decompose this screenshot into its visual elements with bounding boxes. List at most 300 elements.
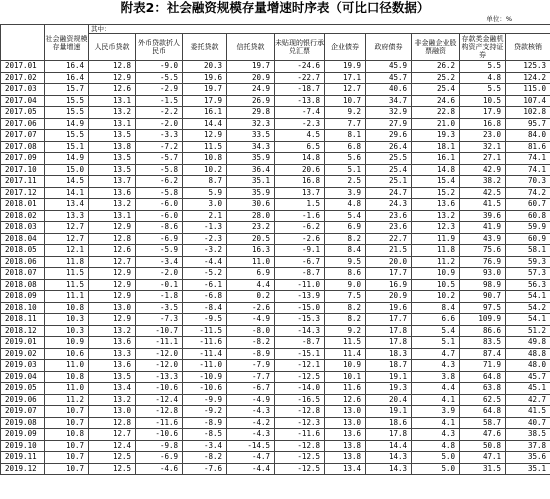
table-cell: 41.9 <box>460 222 506 234</box>
table-cell: 20.9 <box>366 291 412 303</box>
table-cell: 49.8 <box>506 337 550 349</box>
table-cell: 6.9 <box>227 268 275 280</box>
table-cell: 6.6 <box>412 314 460 326</box>
table-cell: 45.9 <box>366 61 412 73</box>
table-row <box>1 61 550 73</box>
table-cell: 10.5 <box>460 95 506 107</box>
table-cell: 5.5 <box>460 61 506 73</box>
header-subheader: 其中： <box>89 25 550 34</box>
table-cell: 8.4 <box>412 302 460 314</box>
table-row <box>1 429 550 441</box>
table-cell: -10.7 <box>136 325 183 337</box>
table-cell: 8.4 <box>325 245 366 257</box>
table-cell: -5.2 <box>183 268 227 280</box>
table-cell: -4.3 <box>227 406 275 418</box>
table-cell: 10.5 <box>412 279 460 291</box>
table-cell: -15.3 <box>275 314 325 326</box>
table-cell: 124.2 <box>506 72 550 84</box>
table-cell: 12.9 <box>89 314 136 326</box>
table-cell: 10.1 <box>325 371 366 383</box>
table-cell: -12.0 <box>136 348 183 360</box>
table-cell: -15.0 <box>275 302 325 314</box>
row-date-cell: 2018.04 <box>1 233 45 245</box>
table-cell: 8.6 <box>325 268 366 280</box>
table-cell: 13.1 <box>89 95 136 107</box>
table-cell: -11.5 <box>183 325 227 337</box>
table-header <box>1 25 550 61</box>
table-cell: -6.7 <box>227 383 275 395</box>
table-cell: -9.2 <box>183 406 227 418</box>
table-cell: 8.7 <box>183 176 227 188</box>
table-cell: 24.7 <box>366 187 412 199</box>
table-cell: 26.4 <box>366 141 412 153</box>
table-cell: 95.7 <box>506 118 550 130</box>
table-cell: 38.2 <box>460 176 506 188</box>
table-cell: 4.7 <box>412 348 460 360</box>
table-cell: -1.6 <box>275 210 325 222</box>
table-cell: 16.8 <box>275 176 325 188</box>
table-cell: 93.0 <box>460 268 506 280</box>
table-cell: 12.4 <box>89 440 136 452</box>
table-cell: 8.1 <box>325 130 366 142</box>
table-row <box>1 210 550 222</box>
table-cell: 19.1 <box>366 371 412 383</box>
table-cell: 11.4 <box>325 348 366 360</box>
table-cell: 13.6 <box>412 199 460 211</box>
table-cell: -12.8 <box>136 406 183 418</box>
table-cell: 8.2 <box>325 233 366 245</box>
table-cell: 18.3 <box>366 348 412 360</box>
table-row <box>1 440 550 452</box>
table-cell: 30.6 <box>227 199 275 211</box>
header-col-0: 社会融资规模存量增速 <box>45 25 89 61</box>
table-cell: 10.7 <box>45 440 89 452</box>
table-cell: -12.8 <box>275 406 325 418</box>
table-row <box>1 245 550 257</box>
table-cell: 10.7 <box>45 406 89 418</box>
table-cell: 14.5 <box>45 176 89 188</box>
table-cell: 14.4 <box>366 440 412 452</box>
table-cell: 17.7 <box>366 314 412 326</box>
table-cell: 12.9 <box>183 130 227 142</box>
table-cell: 10.7 <box>45 452 89 464</box>
table-cell: 5.1 <box>412 337 460 349</box>
header-col-8: 非金融企业股票融资 <box>412 34 460 61</box>
table-cell: 10.8 <box>45 371 89 383</box>
table-cell: 5.1 <box>325 164 366 176</box>
table-cell: -12.5 <box>275 463 325 475</box>
table-cell: 8.2 <box>325 302 366 314</box>
table-row <box>1 394 550 406</box>
table-cell: -2.3 <box>275 118 325 130</box>
table-cell: 18.6 <box>366 417 412 429</box>
table-cell: 13.0 <box>325 406 366 418</box>
table-cell: -11.0 <box>183 360 227 372</box>
table-cell: -4.4 <box>183 256 227 268</box>
table-row <box>1 84 550 96</box>
table-cell: 13.2 <box>89 394 136 406</box>
table-cell: 12.9 <box>89 222 136 234</box>
table-cell: 10.6 <box>45 348 89 360</box>
table-cell: 12.9 <box>89 268 136 280</box>
table-cell: -11.1 <box>136 337 183 349</box>
table-cell: -3.3 <box>136 130 183 142</box>
table-cell: 4.8 <box>325 199 366 211</box>
table-cell: -11.6 <box>136 417 183 429</box>
row-date-cell: 2018.11 <box>1 314 45 326</box>
data-table <box>0 24 550 475</box>
table-cell: -1.5 <box>136 95 183 107</box>
table-cell: 54.1 <box>506 291 550 303</box>
table-cell: 13.6 <box>89 337 136 349</box>
table-cell: 62.5 <box>460 394 506 406</box>
table-cell: 48.0 <box>506 360 550 372</box>
table-cell: 16.4 <box>45 61 89 73</box>
table-cell: 19.9 <box>325 61 366 73</box>
table-cell: 12.7 <box>45 222 89 234</box>
header-col-6: 企业债券 <box>325 34 366 61</box>
table-cell: 13.3 <box>45 210 89 222</box>
header-col-4: 信托贷款 <box>227 34 275 61</box>
table-cell: 13.0 <box>325 417 366 429</box>
table-cell: 13.4 <box>325 463 366 475</box>
table-cell: 74.2 <box>506 187 550 199</box>
table-cell: 24.6 <box>412 95 460 107</box>
table-cell: -8.7 <box>275 337 325 349</box>
table-cell: 11.6 <box>325 383 366 395</box>
row-date-cell: 2019.08 <box>1 417 45 429</box>
table-cell: -4.9 <box>227 314 275 326</box>
table-cell: 10.8 <box>45 429 89 441</box>
table-cell: 11.0 <box>45 383 89 395</box>
header-col-10: 贷款核销 <box>506 34 550 61</box>
table-cell: 16.8 <box>460 118 506 130</box>
row-date-cell: 2018.01 <box>1 199 45 211</box>
table-cell: 20.9 <box>227 72 275 84</box>
table-cell: 25.2 <box>412 72 460 84</box>
table-cell: 10.7 <box>45 463 89 475</box>
table-cell: -18.7 <box>275 84 325 96</box>
table-cell: 35.6 <box>506 452 550 464</box>
table-row <box>1 360 550 372</box>
table-cell: 42.7 <box>506 394 550 406</box>
table-cell: -15.1 <box>275 348 325 360</box>
table-cell: -12.8 <box>275 440 325 452</box>
table-cell: -3.5 <box>136 302 183 314</box>
table-cell: 16.1 <box>412 153 460 165</box>
table-row <box>1 118 550 130</box>
row-date-cell: 2017.05 <box>1 107 45 119</box>
table-cell: 12.8 <box>89 233 136 245</box>
table-cell: 35.9 <box>227 187 275 199</box>
table-cell: 75.6 <box>460 245 506 257</box>
table-cell: 23.6 <box>366 210 412 222</box>
table-cell: -2.6 <box>275 233 325 245</box>
table-cell: -10.9 <box>183 371 227 383</box>
table-cell: 45.1 <box>506 383 550 395</box>
table-cell: 63.8 <box>460 383 506 395</box>
table-cell: -11.4 <box>183 348 227 360</box>
table-cell: -6.2 <box>136 176 183 188</box>
table-cell: 23.6 <box>366 222 412 234</box>
table-cell: 97.5 <box>460 302 506 314</box>
table-cell: 13.5 <box>89 153 136 165</box>
row-date-cell: 2019.12 <box>1 463 45 475</box>
table-cell: 17.9 <box>460 107 506 119</box>
table-cell: 102.8 <box>506 107 550 119</box>
table-row <box>1 164 550 176</box>
table-cell: 11.2 <box>412 256 460 268</box>
table-cell: 12.6 <box>325 394 366 406</box>
table-cell: 5.5 <box>460 84 506 96</box>
table-cell: 86.6 <box>460 325 506 337</box>
table-cell: 11.1 <box>45 291 89 303</box>
table-cell: 6.8 <box>325 141 366 153</box>
table-cell: 15.1 <box>45 141 89 153</box>
table-cell: 3.9 <box>325 187 366 199</box>
table-cell: -6.1 <box>183 279 227 291</box>
table-cell: 29.8 <box>227 107 275 119</box>
table-cell: 42.5 <box>460 187 506 199</box>
table-row <box>1 452 550 464</box>
table-cell: 12.8 <box>89 417 136 429</box>
table-cell: 11.0 <box>45 360 89 372</box>
table-row <box>1 268 550 280</box>
row-date-cell: 2019.01 <box>1 337 45 349</box>
table-cell: 35.1 <box>506 463 550 475</box>
table-cell: 10.8 <box>45 302 89 314</box>
table-cell: -13.3 <box>136 371 183 383</box>
table-row <box>1 130 550 142</box>
table-cell: 12.8 <box>89 61 136 73</box>
table-cell: -7.4 <box>275 107 325 119</box>
table-cell: 11.5 <box>45 268 89 280</box>
table-cell: -8.5 <box>183 429 227 441</box>
row-date-cell: 2019.04 <box>1 371 45 383</box>
row-date-cell: 2017.07 <box>1 130 45 142</box>
table-cell: 25.4 <box>366 164 412 176</box>
table-cell: 11.9 <box>412 233 460 245</box>
table-cell: -5.7 <box>136 153 183 165</box>
table-cell: 40.7 <box>506 417 550 429</box>
table-cell: 60.7 <box>506 199 550 211</box>
table-cell: 21.5 <box>366 245 412 257</box>
table-cell: 71.9 <box>460 360 506 372</box>
table-cell: 5.0 <box>412 463 460 475</box>
table-cell: 5.0 <box>412 452 460 464</box>
table-cell: 13.7 <box>89 176 136 188</box>
table-cell: 23.0 <box>460 130 506 142</box>
table-cell: 15.4 <box>412 176 460 188</box>
table-cell: -7.9 <box>227 360 275 372</box>
table-cell: -8.7 <box>275 268 325 280</box>
table-cell: 15.5 <box>45 107 89 119</box>
table-cell: 2.1 <box>183 210 227 222</box>
table-cell: 48.8 <box>506 348 550 360</box>
table-row <box>1 463 550 475</box>
table-cell: 45.7 <box>366 72 412 84</box>
table-cell: 34.3 <box>227 141 275 153</box>
table-cell: 19.3 <box>412 130 460 142</box>
table-cell: -9.9 <box>183 394 227 406</box>
table-cell: 10.9 <box>412 268 460 280</box>
header-date-blank <box>1 25 45 61</box>
row-date-cell: 2017.02 <box>1 72 45 84</box>
table-row <box>1 383 550 395</box>
row-date-cell: 2017.01 <box>1 61 45 73</box>
table-cell: 25.1 <box>366 176 412 188</box>
table-cell: 33.5 <box>227 130 275 142</box>
table-cell: 35.1 <box>227 176 275 188</box>
table-cell: 19.3 <box>366 383 412 395</box>
table-cell: 20.0 <box>366 256 412 268</box>
table-cell: 22.7 <box>366 233 412 245</box>
table-cell: -12.5 <box>275 452 325 464</box>
table-cell: 16.9 <box>366 279 412 291</box>
table-cell: 13.4 <box>45 199 89 211</box>
table-cell: -14.0 <box>275 383 325 395</box>
table-cell: 41.5 <box>506 406 550 418</box>
table-cell: 20.6 <box>275 164 325 176</box>
table-cell: 21.0 <box>412 118 460 130</box>
table-cell: 13.8 <box>325 440 366 452</box>
table-cell: 115.0 <box>506 84 550 96</box>
table-cell: -11.0 <box>275 279 325 291</box>
table-cell: 10.3 <box>45 325 89 337</box>
table-cell: 16.4 <box>45 72 89 84</box>
table-cell: 51.2 <box>506 325 550 337</box>
table-cell: 13.8 <box>89 141 136 153</box>
table-cell: -2.3 <box>183 233 227 245</box>
table-cell: -12.4 <box>136 394 183 406</box>
table-cell: -16.5 <box>275 394 325 406</box>
table-cell: 76.9 <box>460 256 506 268</box>
table-cell: -22.7 <box>275 72 325 84</box>
table-cell: 58.1 <box>506 245 550 257</box>
table-cell: -1.8 <box>136 291 183 303</box>
table-row <box>1 371 550 383</box>
table-cell: 26.9 <box>227 95 275 107</box>
table-cell: 25.5 <box>366 153 412 165</box>
table-cell: 32.1 <box>460 141 506 153</box>
table-cell: 9.2 <box>325 325 366 337</box>
table-row <box>1 291 550 303</box>
row-date-cell: 2017.03 <box>1 84 45 96</box>
table-cell: -12.1 <box>275 360 325 372</box>
table-cell: 13.8 <box>325 452 366 464</box>
table-cell: 4.5 <box>275 130 325 142</box>
table-cell: 13.1 <box>89 118 136 130</box>
table-cell: -4.3 <box>227 429 275 441</box>
table-cell: 13.0 <box>89 302 136 314</box>
table-cell: 14.9 <box>45 153 89 165</box>
table-title: 附表2：社会融资规模存量增速时序表（可比口径数据） <box>120 0 430 15</box>
table-cell: 29.6 <box>366 130 412 142</box>
table-cell: 20.4 <box>366 394 412 406</box>
table-row <box>1 72 550 84</box>
table-cell: 57.3 <box>506 268 550 280</box>
table-cell: 17.8 <box>366 429 412 441</box>
header-col-3: 委托贷款 <box>183 34 227 61</box>
table-row <box>1 325 550 337</box>
table-cell: 38.5 <box>506 429 550 441</box>
row-date-cell: 2019.07 <box>1 406 45 418</box>
table-cell: 11.8 <box>412 245 460 257</box>
table-cell: 13.5 <box>89 130 136 142</box>
table-cell: -8.6 <box>136 222 183 234</box>
table-cell: -2.2 <box>136 107 183 119</box>
table-cell: -5.8 <box>136 187 183 199</box>
table-cell: 14.1 <box>45 187 89 199</box>
table-cell: -2.6 <box>227 302 275 314</box>
table-cell: -2.0 <box>136 118 183 130</box>
row-date-cell: 2017.06 <box>1 118 45 130</box>
table-cell: 3.8 <box>412 371 460 383</box>
row-date-cell: 2019.11 <box>1 452 45 464</box>
table-cell: 13.0 <box>89 406 136 418</box>
table-cell: 12.6 <box>89 245 136 257</box>
table-cell: -4.2 <box>227 417 275 429</box>
table-cell: 14.8 <box>412 164 460 176</box>
table-cell: 17.7 <box>366 268 412 280</box>
table-cell: 58.7 <box>460 417 506 429</box>
table-cell: 13.1 <box>89 210 136 222</box>
table-cell: 16.1 <box>183 107 227 119</box>
table-cell: -8.2 <box>183 452 227 464</box>
table-cell: 13.2 <box>89 199 136 211</box>
table-cell: -6.0 <box>136 210 183 222</box>
row-date-cell: 2017.11 <box>1 176 45 188</box>
table-cell: 11.8 <box>45 256 89 268</box>
table-row <box>1 417 550 429</box>
table-cell: 12.1 <box>45 245 89 257</box>
table-cell: -2.0 <box>136 268 183 280</box>
table-cell: 24.9 <box>227 84 275 96</box>
table-cell: 10.7 <box>45 417 89 429</box>
table-row <box>1 314 550 326</box>
table-cell: 17.8 <box>366 337 412 349</box>
table-cell: 11.5 <box>183 141 227 153</box>
table-cell: 45.7 <box>506 371 550 383</box>
table-row <box>1 348 550 360</box>
table-cell: -5.5 <box>136 72 183 84</box>
table-cell: 14.8 <box>275 153 325 165</box>
table-cell: -7.3 <box>136 314 183 326</box>
header-col-9: 存款类金融机构资产支持证券 <box>461 35 504 59</box>
table-cell: 13.5 <box>89 371 136 383</box>
table-cell: 20.3 <box>183 61 227 73</box>
table-cell: 50.8 <box>460 440 506 452</box>
table-cell: 90.7 <box>460 291 506 303</box>
table-cell: 24.3 <box>366 199 412 211</box>
table-cell: 13.3 <box>89 348 136 360</box>
table-cell: 13.6 <box>89 187 136 199</box>
table-cell: 60.9 <box>506 233 550 245</box>
table-cell: -6.9 <box>136 233 183 245</box>
table-cell: 12.7 <box>325 84 366 96</box>
table-cell: 107.4 <box>506 95 550 107</box>
table-cell: 125.3 <box>506 61 550 73</box>
table-cell: 13.6 <box>325 429 366 441</box>
table-cell: -3.4 <box>136 256 183 268</box>
table-cell: 15.0 <box>45 164 89 176</box>
row-date-cell: 2018.06 <box>1 256 45 268</box>
table-cell: -2.9 <box>136 84 183 96</box>
table-cell: -6.0 <box>136 199 183 211</box>
table-cell: -10.6 <box>136 429 183 441</box>
row-date-cell: 2019.10 <box>1 440 45 452</box>
row-date-cell: 2018.07 <box>1 268 45 280</box>
